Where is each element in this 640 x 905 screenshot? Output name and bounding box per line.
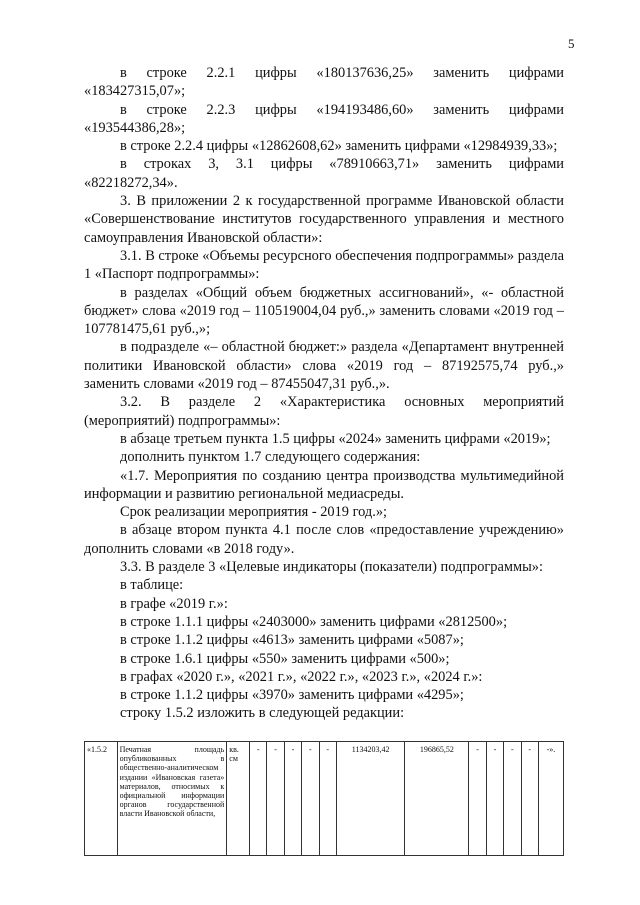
- paragraph: дополнить пунктом 1.7 следующего содержания:: [120, 449, 421, 466]
- cell-unit: кв. см: [227, 742, 250, 856]
- paragraph: 3.3. В разделе 3 «Целевые индикаторы (показатели) подпрограммы»:: [120, 559, 543, 576]
- paragraph: 3.2. В разделе 2 «Характеристика основных мероприятий (мероприятий) подпрограммы»:: [84, 394, 564, 429]
- indicators-table: [84, 741, 564, 856]
- paragraph: в подразделе «– областной бюджет:» раздела «Департамент внутренней политики Ивановской области» слова «2019 год – 87192575,74 руб.,» заменить словами «2019 год – 87455047,31 руб.,».: [84, 339, 564, 393]
- paragraph: в строке 2.2.4 цифры «12862608,62» заменить цифрами «12984939,33»;: [120, 138, 558, 155]
- cell-value: -: [469, 742, 486, 856]
- paragraph: в строках 3, 3.1 цифры «78910663,71» заменить цифрами «82218272,34».: [84, 156, 564, 191]
- paragraph: 3. В приложении 2 к государственной программе Ивановской области «Совершенствование институтов государственного управления и местного самоуправления Ивановской области»:: [84, 193, 564, 246]
- paragraph: «1.7. Мероприятия по созданию центра производства мультимедийной информации и развитию региональной медиасреды.: [84, 467, 564, 502]
- cell-value: -: [504, 742, 521, 856]
- paragraph: в строке 1.1.1 цифры «2403000» заменить цифрами «2812500»;: [120, 613, 508, 630]
- cell-value: 196865,52: [405, 742, 469, 856]
- paragraph: в разделах «Общий объем бюджетных ассигнований», «- областной бюджет» слова «2019 год – 110519004,04 руб.,» заменить словами «2019 год – 107781475,61 руб.,»;: [84, 284, 564, 338]
- cell-value-last: -».: [538, 742, 563, 856]
- paragraph: в графах «2020 г.», «2021 г.», «2022 г.», «2023 г.», «2024 г.»:: [120, 668, 483, 685]
- paragraph: в абзаце втором пункта 4.1 после слов «предоставление учреждению» дополнить словами «в 2018 году».: [84, 522, 564, 557]
- cell-value: -: [319, 742, 336, 856]
- document-body: [84, 64, 564, 723]
- cell-value: -: [521, 742, 538, 856]
- table-row: [85, 742, 564, 856]
- paragraph: в строке 2.2.1 цифры «180137636,25» заменить цифрами «183427315,07»;: [84, 65, 564, 100]
- paragraph: в графе «2019 г.»:: [120, 595, 228, 612]
- paragraph: 3.1. В строке «Объемы ресурсного обеспечения подпрограммы» раздела 1 «Паспорт подпрограммы»:: [84, 247, 564, 283]
- cell-value: -: [250, 742, 267, 856]
- paragraph: строку 1.5.2 изложить в следующей редакции:: [120, 705, 405, 722]
- paragraph: Срок реализации мероприятия - 2019 год.»;: [120, 504, 388, 521]
- cell-value: -: [486, 742, 503, 856]
- cell-value: -: [284, 742, 301, 856]
- paragraph: в абзаце третьем пункта 1.5 цифры «2024» заменить цифрами «2019»;: [120, 430, 551, 447]
- paragraph: в таблице:: [120, 577, 184, 594]
- paragraph: в строке 1.1.2 цифры «4613» заменить цифрами «5087»;: [120, 632, 464, 649]
- paragraph: в строке 1.6.1 цифры «550» заменить цифрами «500»;: [120, 650, 450, 667]
- cell-number: «1.5.2: [85, 742, 118, 856]
- paragraph: в строке 2.2.3 цифры «194193486,60» заменить цифрами «193544386,28»;: [84, 101, 564, 136]
- paragraph: в строке 1.1.2 цифры «3970» заменить цифрами «4295»;: [120, 687, 464, 704]
- cell-value: 1134203,42: [336, 742, 404, 856]
- cell-indicator-name: Печатная площадь опубликованных в общественно-аналитическом издании «Ивановская газета» материалов, относимых к официальной информации органов государственной власти Ивановской области,: [117, 742, 227, 856]
- cell-value: -: [302, 742, 319, 856]
- cell-value: -: [267, 742, 284, 856]
- page-number: 5: [568, 36, 575, 51]
